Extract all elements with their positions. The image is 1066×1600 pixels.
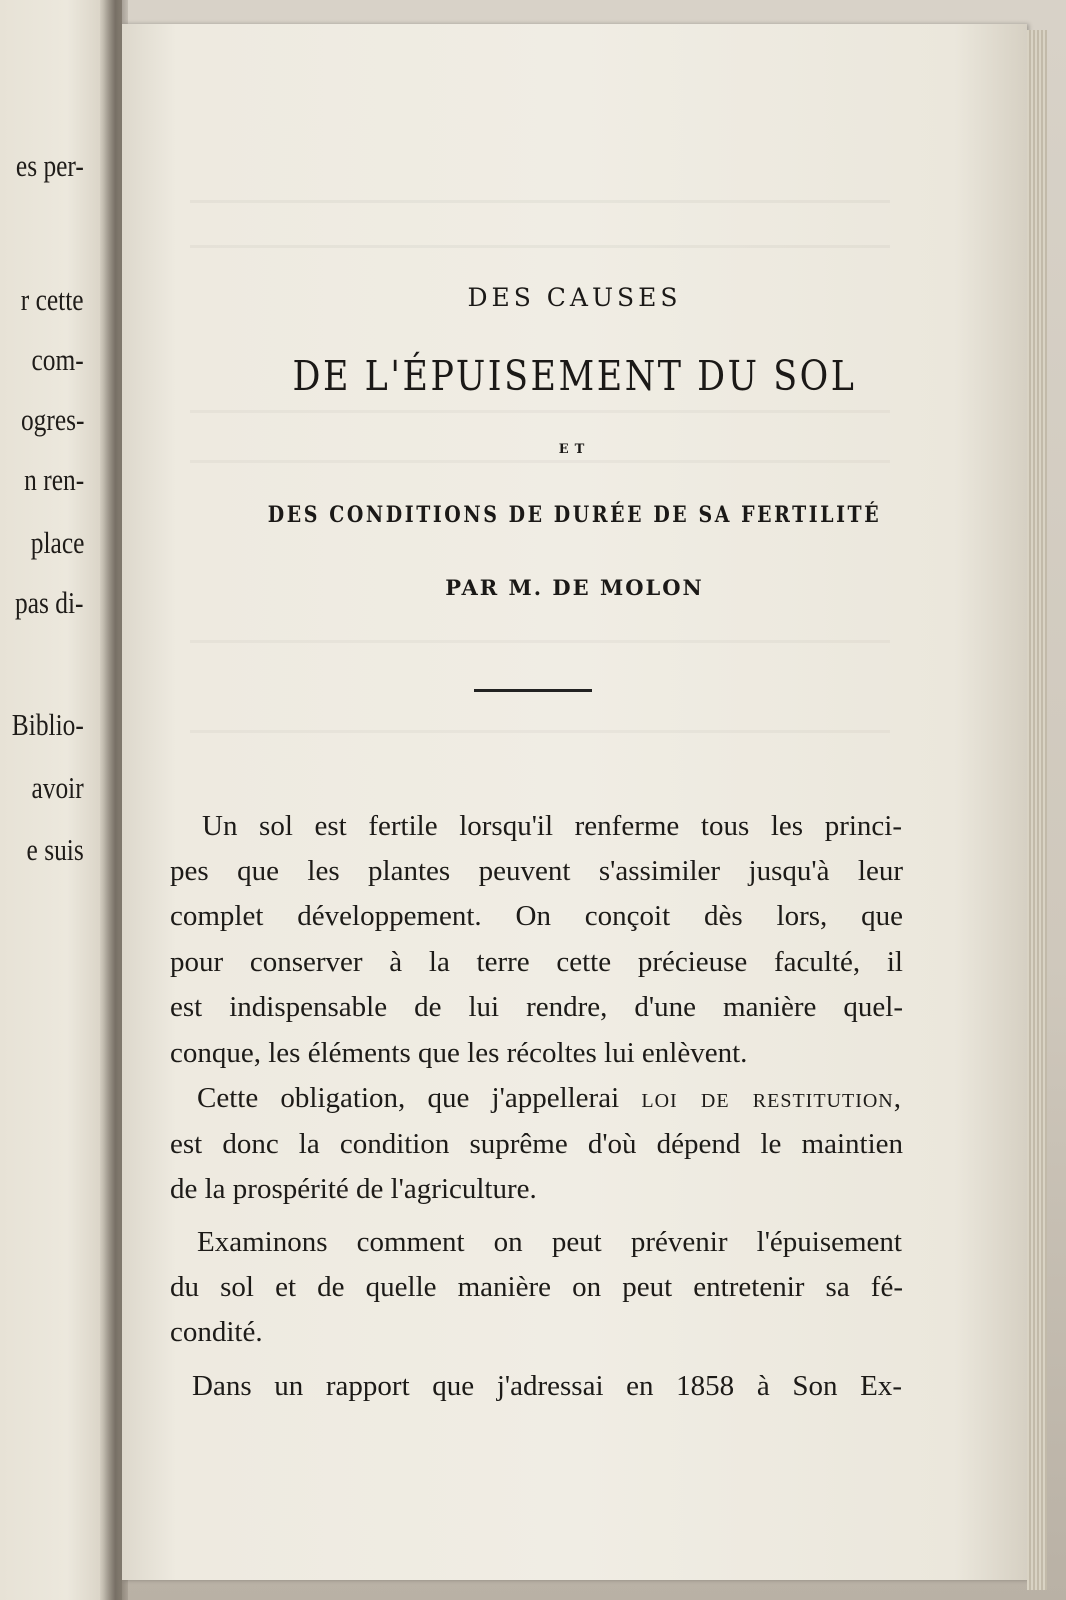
body-line: du sol et de quelle manière on peut entretenir sa fé- bbox=[170, 1271, 903, 1303]
body-line: Examinons comment on peut prévenir l'épuisement bbox=[197, 1226, 902, 1258]
show-through-line bbox=[190, 460, 890, 463]
body-line: pour conserver à la terre cette précieuse faculté, il bbox=[170, 946, 903, 978]
body-line: conque, les éléments que les récoltes lui enlèvent. bbox=[170, 1037, 748, 1069]
title-line-1: DES CAUSES bbox=[467, 283, 682, 312]
show-through-line bbox=[190, 245, 890, 248]
subtitle: DES CONDITIONS DE DURÉE DE SA FERTILITÉ bbox=[267, 502, 882, 528]
body-text-run: Cette obligation, que j'appellerai bbox=[197, 1082, 620, 1114]
body-line: complet développement. On conçoit dès lors, que bbox=[170, 900, 903, 932]
body-line: Dans un rapport que j'adressai en 1858 à Son Ex- bbox=[192, 1370, 902, 1402]
body-line: est donc la condition suprême d'où dépend le maintien bbox=[170, 1128, 903, 1160]
left-page-fragment: n ren- bbox=[24, 462, 84, 497]
left-page-fragment: Biblio- bbox=[11, 707, 84, 742]
show-through-line bbox=[190, 640, 890, 643]
left-page-fragment: r cette bbox=[21, 282, 84, 317]
body-line: condité. bbox=[170, 1316, 263, 1348]
body-line: pes que les plantes peuvent s'assimiler jusqu'à leur bbox=[170, 855, 903, 887]
left-page-fragment: es per- bbox=[16, 148, 84, 183]
body-line: est indispensable de lui rendre, d'une manière quel- bbox=[170, 991, 903, 1023]
body-line bbox=[197, 1082, 902, 1115]
left-page-fragment: com- bbox=[31, 342, 84, 377]
show-through-line bbox=[190, 410, 890, 413]
left-page-fragment: pas di- bbox=[15, 585, 84, 620]
page-edges bbox=[1027, 30, 1047, 1590]
left-page-fragment: place bbox=[30, 525, 84, 560]
show-through-line bbox=[190, 200, 890, 203]
title-conjunction: ET bbox=[558, 442, 591, 457]
body-line: Un sol est fertile lorsqu'il renferme tous les princi- bbox=[202, 810, 902, 842]
main-title: DE L'ÉPUISEMENT DU SOL bbox=[292, 352, 857, 400]
author-line: PAR M. DE MOLON bbox=[445, 575, 704, 600]
body-line: de la prospérité de l'agriculture. bbox=[170, 1173, 537, 1205]
law-of-restitution: loi de restitution, bbox=[641, 1082, 903, 1114]
title-rule bbox=[474, 689, 592, 692]
left-page-fragment: e suis bbox=[26, 832, 84, 867]
show-through-line bbox=[190, 730, 890, 733]
left-page-fragment: avoir bbox=[31, 770, 84, 805]
left-page-fragment: ogres- bbox=[20, 402, 84, 437]
